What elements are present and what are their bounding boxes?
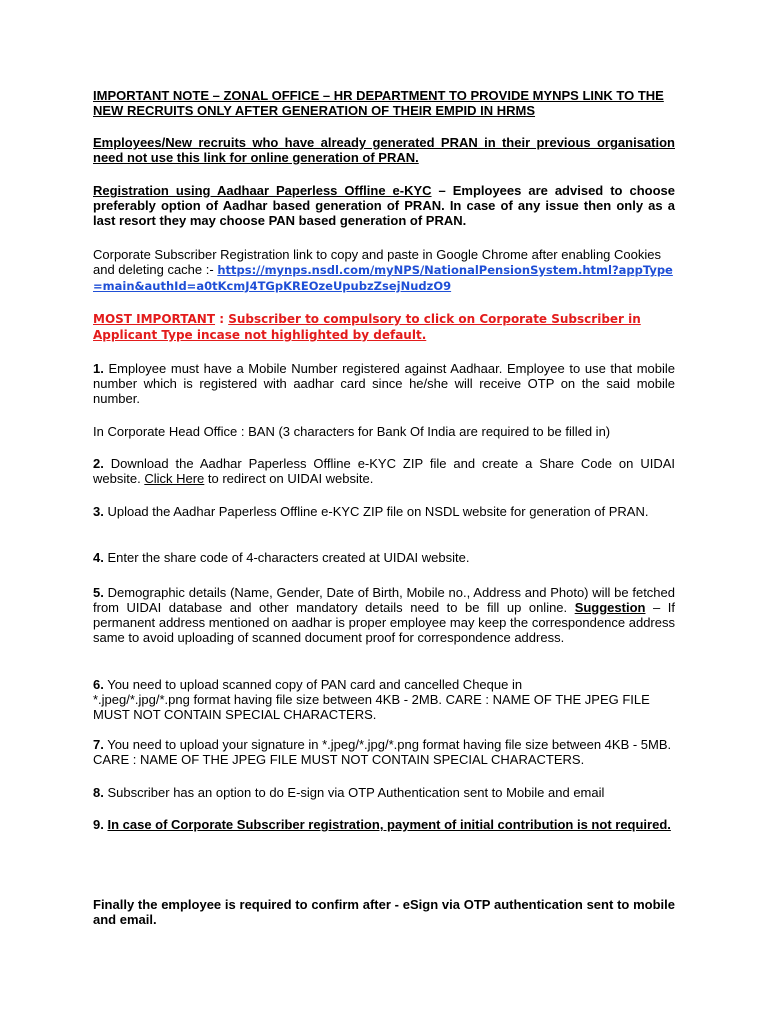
step-2-after: to redirect on UIDAI website. bbox=[204, 471, 374, 486]
step-1 bbox=[93, 361, 675, 406]
step-9-number: 9. bbox=[93, 817, 108, 832]
step-5-after: – If permanent address mentioned on aadhar is proper employee may keep the correspondence address same to avoid uploading of scanned document proof for correspondence address. bbox=[93, 600, 675, 645]
heading-text: IMPORTANT NOTE – ZONAL OFFICE – HR DEPARTMENT TO PROVIDE MYNPS LINK TO THE NEW RECRUITS ONLY AFTER GENERATION OF THEIR EMPID IN HRMS bbox=[93, 88, 664, 118]
step-5-text: Demographic details (Name, Gender, Date of Birth, Mobile no., Address and Photo) will be fetched from UIDAI database and other mandatory details need to be fill up online. bbox=[93, 585, 675, 615]
most-important-text: Subscriber to compulsory to click on Corporate Subscriber in Applicant Type incase not highlighted by default. bbox=[93, 312, 641, 342]
step-7 bbox=[93, 737, 675, 767]
step-2-number: 2. bbox=[93, 456, 104, 471]
step-6-line2: *.jpeg/*.jpg/*.png format having file size between 4KB - 2MB. CARE : NAME OF THE JPEG FILE MUST NOT CONTAIN SPECIAL CHARACTERS. bbox=[93, 692, 650, 722]
step-2-text: Download the Aadhar Paperless Offline e-KYC ZIP file and create a Share Code on UIDAI website. bbox=[93, 456, 675, 486]
step-3-number: 3. bbox=[93, 504, 104, 519]
previous-organisation-note bbox=[93, 135, 675, 165]
link-paragraph bbox=[93, 247, 675, 294]
step-4-number: 4. bbox=[93, 550, 104, 565]
nsdl-registration-link[interactable]: https://mynps.nsdl.com/myNPS/NationalPensionSystem.html?appType=main&authId=a0tKcmJ4TGpKREOzeUpubzZsejNudzO9 bbox=[93, 263, 673, 293]
registration-title: Registration using Aadhaar Paperless Offline e-KYC bbox=[93, 183, 432, 198]
final-note-text: Finally the employee is required to confirm after - eSign via OTP authentication sent to mobile and email. bbox=[93, 897, 675, 927]
most-important-label: MOST IMPORTANT bbox=[93, 312, 216, 326]
step-4-text: Enter the share code of 4-characters created at UIDAI website. bbox=[103, 550, 470, 565]
step-5 bbox=[93, 585, 675, 645]
step-7-number: 7. bbox=[93, 737, 104, 752]
most-important-sep: : bbox=[215, 312, 229, 326]
step-8-number: 8. bbox=[93, 785, 104, 800]
step-3 bbox=[93, 504, 675, 519]
step-5-number: 5. bbox=[93, 585, 104, 600]
step-9-text: In case of Corporate Subscriber registration, payment of initial contribution is not required. bbox=[107, 817, 671, 832]
step-6 bbox=[93, 677, 675, 722]
step-8-text: Subscriber has an option to do E-sign via OTP Authentication sent to Mobile and email bbox=[103, 785, 605, 800]
important-note-heading bbox=[93, 88, 675, 118]
step-6-line1: You need to upload scanned copy of PAN card and cancelled Cheque in bbox=[103, 677, 523, 692]
step-4 bbox=[93, 550, 675, 565]
step-6-number: 6. bbox=[93, 677, 104, 692]
step-2 bbox=[93, 456, 675, 486]
registration-paragraph bbox=[93, 183, 675, 228]
step-9 bbox=[93, 817, 675, 832]
uidai-click-here-link[interactable]: Click Here bbox=[144, 471, 205, 486]
step-1-text: Employee must have a Mobile Number registered against Aadhaar. Employee to use that mobile number which is registered with aadhar card since he/she will receive OTP on the said mobile number. bbox=[93, 361, 675, 406]
registration-text: – Employees are advised to choose preferably option of Aadhar based generation of PRAN. In case of any issue then only as a last resort they may choose PAN based generation of PRAN. bbox=[93, 183, 675, 228]
final-note bbox=[93, 897, 675, 927]
head-office-note bbox=[93, 424, 675, 439]
step-3-text: Upload the Aadhar Paperless Offline e-KYC ZIP file on NSDL website for generation of PRAN. bbox=[103, 504, 649, 519]
step-8 bbox=[93, 785, 675, 800]
suggestion-label: Suggestion bbox=[574, 600, 646, 615]
link-intro-text: Corporate Subscriber Registration link to copy and paste in Google Chrome after enabling Cookies and deleting cache :- bbox=[93, 247, 661, 277]
step-7-text: You need to upload your signature in *.jpeg/*.jpg/*.png format having file size between 4KB - 5MB. CARE : NAME OF THE JPEG FILE MUST NOT CONTAIN SPECIAL CHARACTERS. bbox=[93, 737, 672, 767]
step-1-number: 1. bbox=[93, 361, 104, 376]
previous-organisation-text: Employees/New recruits who have already generated PRAN in their previous organisation need not use this link for online generation of PRAN. bbox=[93, 135, 675, 165]
most-important-note bbox=[93, 311, 675, 343]
head-office-text: In Corporate Head Office : BAN (3 characters for Bank Of India are required to be filled in) bbox=[93, 424, 611, 439]
